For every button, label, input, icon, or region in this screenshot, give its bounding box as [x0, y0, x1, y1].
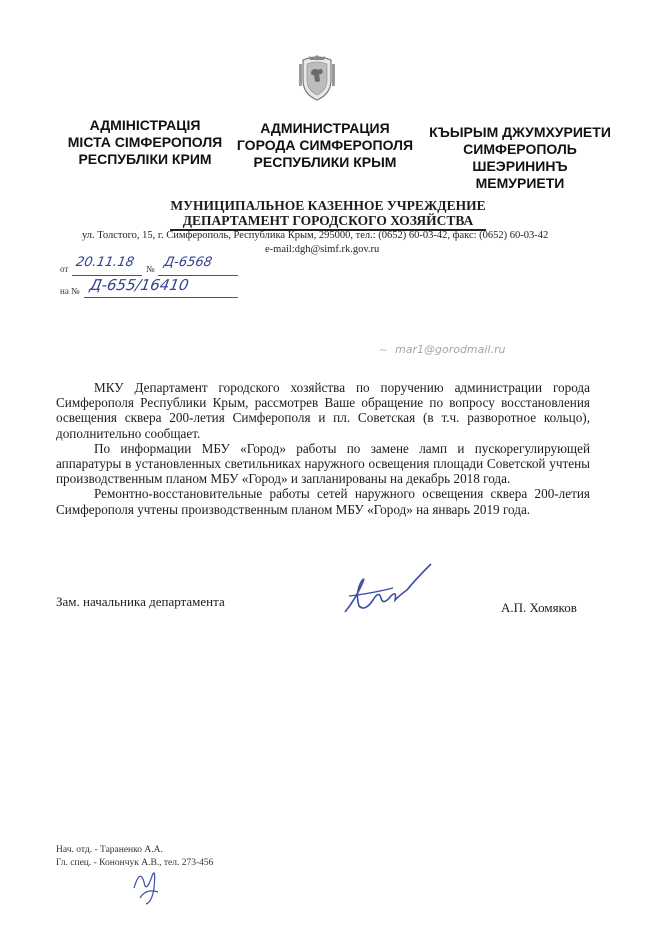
department-address: ул. Толстого, 15, г. Симферополь, Республика Крым, 295000, тел.: (0652) 60-03-42, факс: (0652) 60-03-42	[82, 230, 549, 241]
signatory-name: А.П. Хомяков	[501, 600, 577, 615]
to-label: на №	[60, 286, 80, 296]
header-line: ГОРОДА СИМФЕРОПОЛЯ	[236, 137, 414, 153]
header-russian	[230, 120, 420, 171]
header-line: АДМИНИСТРАЦИЯ	[260, 120, 390, 136]
coat-of-arms-icon	[295, 52, 339, 102]
department-type: МУНИЦИПАЛЬНОЕ КАЗЕННОЕ УЧРЕЖДЕНИЕ	[170, 198, 486, 213]
header-crimean-tatar	[420, 124, 620, 192]
recipient-email: mar1@gorodmail.ru	[395, 343, 506, 356]
number-label: №	[146, 264, 155, 274]
header-line: СИМФЕРОПОЛЬ	[463, 141, 577, 157]
reference-to-number: Д-655/16410	[88, 276, 191, 294]
signatory-position: Зам. начальника департамента	[56, 594, 225, 609]
letter-body	[56, 380, 590, 517]
department-name: ДЕПАРТАМЕНТ ГОРОДСКОГО ХОЗЯЙСТВА	[182, 213, 474, 228]
handwritten-signature	[335, 560, 445, 620]
to-number-line	[84, 297, 238, 298]
header-ukrainian	[50, 117, 240, 168]
reference-number: Д-6568	[162, 255, 214, 270]
header-line: МІСТА СІМФЕРОПОЛЯ	[67, 134, 223, 150]
incoming-reference	[60, 276, 240, 301]
from-label: от	[60, 264, 69, 274]
header-line: РЕСПУБЛИКИ КРЫМ	[253, 154, 397, 170]
department-email: e-mail:dgh@simf.rk.gov.ru	[265, 244, 380, 255]
executor-initials-mark	[126, 858, 166, 908]
header-line: ШЕЭРИНИНЪ	[472, 158, 568, 174]
executor-line: Гл. спец. - Конончук А.В., тел. 273-456	[56, 858, 214, 868]
paragraph: Ремонтно-восстановительные работы сетей наружного освещения сквера 200-летия Симферополя учтены производственным планом МБУ «Город» на январь 2019 года.	[56, 486, 590, 517]
tilde-mark: ~	[380, 343, 387, 357]
reference-date: 20.11.18	[74, 255, 136, 270]
header-line: РЕСПУБЛІКИ КРИМ	[78, 151, 212, 167]
paragraph: МКУ Департамент городского хозяйства по поручению администрации города Симферополя Республики Крым, рассмотрев Ваше обращение по вопросу восстановления освещения сквера 200-летия Симферополя и пл. Советская (в т.ч. разворотное кольцо), дополнительно сообщает.	[56, 380, 590, 441]
header-line: КЪЫРЫМ ДЖУМХУРИЕТИ	[429, 124, 611, 140]
paragraph: По информации МБУ «Город» работы по замене ламп и пускорегулирующей аппаратуры в установленных светильниках наружного освещения площади Советской учтены производственным планом МБУ «Город» и запланированы на декабрь 2018 года.	[56, 440, 590, 487]
executor-line: Нач. отд. - Тараненко А.А.	[56, 845, 163, 855]
header-line: АДМІНІСТРАЦІЯ	[89, 117, 201, 133]
header-line: МЕМУРИЕТИ	[475, 175, 565, 191]
